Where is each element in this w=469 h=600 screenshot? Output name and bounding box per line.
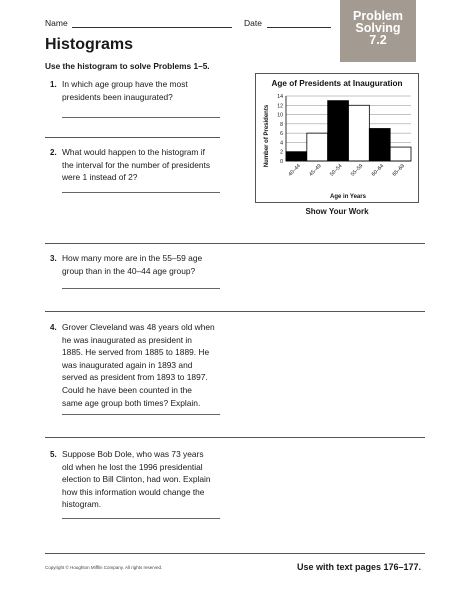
question-line: old when he lost the 1996 presidential bbox=[62, 461, 203, 472]
answer-line-1[interactable] bbox=[62, 117, 220, 118]
question-line: election to Bill Clinton, had won. Explain bbox=[62, 474, 211, 485]
answer-line-4[interactable] bbox=[62, 414, 220, 415]
x-axis-label: Age in Years bbox=[330, 194, 366, 200]
question-line: 1885. He served from 1885 to 1889. He bbox=[62, 347, 210, 358]
question-line: served as president from 1893 to 1897. bbox=[62, 372, 208, 383]
question-line: In which age group have the most bbox=[62, 79, 188, 89]
date-label: Date bbox=[244, 18, 262, 28]
x-tick-label: 40–44 bbox=[287, 163, 302, 178]
question-line: How many more are in the 55–59 age bbox=[62, 253, 203, 263]
page-title: Histograms bbox=[45, 36, 134, 53]
question-number: 5. bbox=[50, 450, 57, 459]
question-line: he was inaugurated as president in bbox=[62, 334, 192, 345]
y-tick-label: 8 bbox=[280, 121, 283, 128]
x-tick-label: 65–69 bbox=[391, 163, 406, 178]
name-field[interactable] bbox=[72, 27, 232, 28]
badge-line-2: Solving bbox=[355, 21, 401, 35]
x-tick-label: 45–49 bbox=[308, 163, 323, 178]
divider bbox=[45, 437, 425, 438]
histogram-chart bbox=[256, 74, 418, 202]
question-number: 4. bbox=[50, 323, 57, 332]
question-line: was inaugurated again in 1893 and bbox=[62, 359, 193, 370]
question-line: were 1 instead of 2? bbox=[62, 172, 138, 183]
question-line: Suppose Bob Dole, who was 73 years bbox=[62, 449, 204, 459]
answer-line-5[interactable] bbox=[62, 518, 220, 519]
answer-line-3[interactable] bbox=[62, 288, 220, 289]
y-tick-label: 10 bbox=[277, 112, 283, 119]
text-pages-note: Use with text pages 176–177. bbox=[297, 562, 422, 572]
badge-line-1: Problem bbox=[352, 9, 403, 23]
y-tick-label: 14 bbox=[277, 94, 283, 100]
copyright-notice: Copyright © Houghton Mifflin Company. All rights reserved. bbox=[45, 565, 163, 570]
histogram-bar bbox=[369, 129, 390, 162]
y-tick-label: 4 bbox=[280, 140, 283, 147]
question-number: 1. bbox=[50, 80, 57, 89]
question-line: What would happen to the histogram if bbox=[62, 147, 205, 157]
histogram-bar bbox=[307, 133, 328, 161]
question-line: Could he have been counted in the bbox=[62, 384, 192, 395]
question-line: Grover Cleveland was 48 years old when bbox=[62, 322, 215, 332]
question-line: the interval for the number of presidents bbox=[62, 159, 211, 170]
footer-divider bbox=[45, 553, 425, 554]
y-axis-label: Number of Presidents bbox=[264, 104, 270, 168]
x-tick-label: 50–54 bbox=[329, 163, 344, 178]
histogram-bar bbox=[286, 152, 307, 161]
y-tick-label: 12 bbox=[277, 103, 283, 110]
question-line: same age group both times? Explain. bbox=[62, 397, 201, 408]
question-5-text bbox=[62, 448, 242, 511]
x-tick-label: 60–64 bbox=[370, 163, 386, 178]
answer-line-2[interactable] bbox=[62, 192, 220, 193]
question-line: presidents been inaugurated? bbox=[62, 91, 173, 102]
instructions: Use the histogram to solve Problems 1–5. bbox=[45, 61, 210, 71]
question-2-text bbox=[62, 146, 242, 184]
lesson-badge bbox=[340, 0, 416, 62]
question-4-text bbox=[62, 321, 242, 409]
histogram-bar bbox=[390, 147, 411, 161]
y-tick-label: 2 bbox=[280, 149, 283, 156]
question-1-text bbox=[62, 78, 242, 103]
date-field[interactable] bbox=[267, 27, 331, 28]
name-label: Name bbox=[45, 18, 68, 28]
question-number: 3. bbox=[50, 254, 57, 263]
divider bbox=[45, 311, 425, 312]
histogram-box bbox=[255, 73, 419, 203]
divider bbox=[45, 243, 425, 244]
y-tick-label: 0 bbox=[280, 159, 283, 165]
question-3-text bbox=[62, 252, 242, 277]
x-tick-label: 55–59 bbox=[349, 163, 365, 178]
badge-line-3: 7.2 bbox=[369, 33, 387, 47]
question-number: 2. bbox=[50, 148, 57, 157]
y-tick-label: 6 bbox=[280, 131, 283, 138]
histogram-bar bbox=[349, 105, 370, 161]
chart-title: Age of Presidents at Inauguration bbox=[271, 79, 403, 88]
question-line: histogram. bbox=[62, 499, 102, 510]
divider bbox=[45, 137, 220, 138]
question-line: how this information would change the bbox=[62, 486, 205, 497]
question-line: group than in the 40–44 age group? bbox=[62, 265, 196, 276]
histogram-bar bbox=[328, 101, 349, 161]
show-your-work-label: Show Your Work bbox=[305, 207, 369, 216]
